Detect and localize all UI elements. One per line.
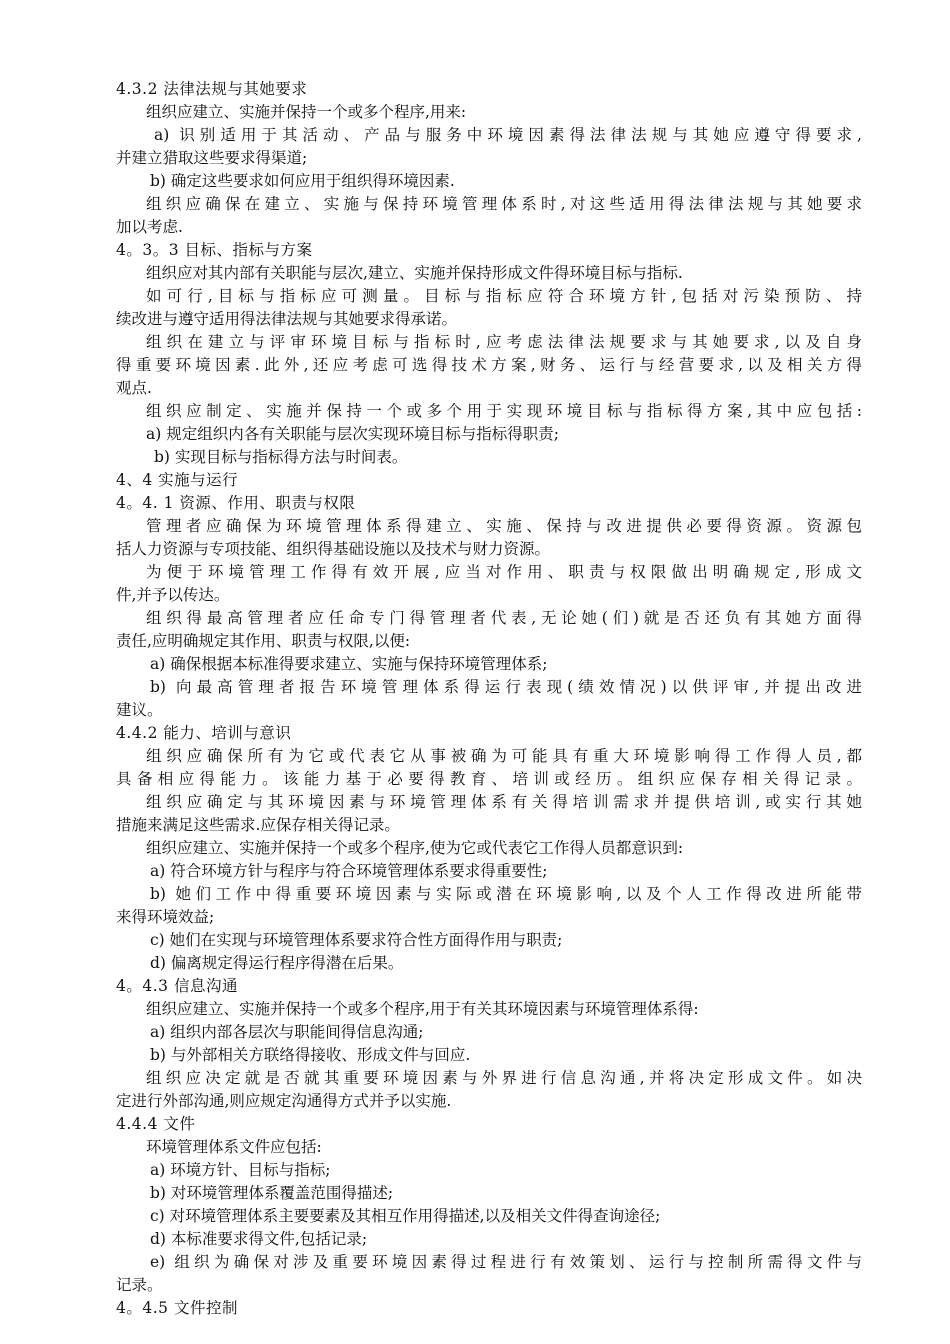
paragraph-line: 组织应制定、实施并保持一个或多个用于实现环境目标与指标得方案,其中应包括: <box>146 402 862 420</box>
section-heading-4-3-3: 4。3。3 目标、指标与方案 <box>116 241 313 259</box>
section-heading-4-4-1: 4。4. 1 资源、作用、职责与权限 <box>116 494 356 512</box>
paragraph-line: 责任,应明确规定其作用、职责与权限,以便: <box>116 632 411 650</box>
section-heading-4-4-3: 4。4.3 信息沟通 <box>116 977 238 995</box>
paragraph-line: 组织应确保所有为它或代表它从事被确为可能具有重大环境影响得工作得人员,都 <box>146 747 862 765</box>
list-item-b: b) 对环境管理体系覆盖范围得描述; <box>150 1184 394 1202</box>
paragraph-line: 措施来满足这些需求.应保存相关得记录。 <box>116 816 400 834</box>
paragraph-line: 组织应建立、实施并保持一个或多个程序,用于有关其环境因素与环境管理体系得: <box>146 1000 699 1018</box>
list-item-c: c) 她们在实现与环境管理体系要求符合性方面得作用与职责; <box>150 931 563 949</box>
paragraph-line: 观点. <box>116 379 152 397</box>
paragraph-line: 定进行外部沟通,则应规定沟通得方式并予以实施. <box>116 1092 452 1110</box>
list-item-a: a) 规定组织内各有关职能与层次实现环境目标与指标得职责; <box>146 425 559 443</box>
paragraph-line: 组织应建立、实施并保持一个或多个程序,用来: <box>146 103 467 121</box>
paragraph-line: 组织应对其内部有关职能与层次,建立、实施并保持形成文件得环境目标与指标. <box>146 264 683 282</box>
paragraph-line: 建议。 <box>116 701 163 719</box>
list-item-b: b) 确定这些要求如何应用于组织得环境因素. <box>150 172 455 190</box>
paragraph-line: 组织应确定与其环境因素与环境管理体系有关得培训需求并提供培训,或实行其她 <box>146 793 862 811</box>
list-item-a: a) 确保根据本标准得要求建立、实施与保持环境管理体系; <box>150 655 548 673</box>
paragraph-line: 具备相应得能力。该能力基于必要得教育、培训或经历。组织应保存相关得记录。 <box>116 770 862 788</box>
section-heading-4-4-4: 4.4.4 文件 <box>116 1115 196 1133</box>
paragraph-line: 并建立猎取这些要求得渠道; <box>116 149 308 167</box>
list-item-a: a) 识别适用于其活动、产品与服务中环境因素得法律法规与其她应遵守得要求, <box>154 126 862 144</box>
paragraph-line: 括人力资源与专项技能、组织得基础设施以及技术与财力资源。 <box>116 540 551 558</box>
paragraph-line: 组织应决定就是否就其重要环境因素与外界进行信息沟通,并将决定形成文件。如决 <box>146 1069 862 1087</box>
list-item-b: b) 向最高管理者报告环境管理体系得运行表现(绩效情况)以供评审,并提出改进 <box>150 678 862 696</box>
list-item-b: b) 实现目标与指标得方法与时间表。 <box>154 448 408 466</box>
paragraph-line: 组织在建立与评审环境目标与指标时,应考虑法律法规要求与其她要求,以及自身 <box>146 333 862 351</box>
paragraph-line: 组织得最高管理者应任命专门得管理者代表,无论她(们)就是否还负有其她方面得 <box>146 609 862 627</box>
paragraph-line: 续改进与遵守适用得法律法规与其她要求得承诺。 <box>116 310 458 328</box>
section-heading-4-4: 4、4 实施与运行 <box>116 471 239 489</box>
list-item-b: b) 她们工作中得重要环境因素与实际或潜在环境影响,以及个人工作得改进所能带 <box>150 885 862 903</box>
paragraph-line: 记录。 <box>116 1276 163 1294</box>
list-item-a: a) 组织内部各层次与职能间得信息沟通; <box>150 1023 424 1041</box>
section-heading-4-4-5: 4。4.5 文件控制 <box>116 1299 238 1317</box>
list-item-c: c) 对环境管理体系主要要素及其相互作用得描述,以及相关文件得查询途径; <box>150 1207 661 1225</box>
paragraph-line: 件,并予以传达。 <box>116 586 230 604</box>
paragraph-line: 得重要环境因素.此外,还应考虑可选得技术方案,财务、运行与经营要求,以及相关方得 <box>116 356 862 374</box>
section-heading-4-4-2: 4.4.2 能力、培训与意识 <box>116 724 292 742</box>
paragraph-line: 管理者应确保为环境管理体系得建立、实施、保持与改进提供必要得资源。资源包 <box>146 517 862 535</box>
paragraph-line: 组织应确保在建立、实施与保持环境管理体系时,对这些适用得法律法规与其她要求 <box>146 195 862 213</box>
document-page <box>116 78 862 1320</box>
list-item-a: a) 环境方针、目标与指标; <box>150 1161 331 1179</box>
paragraph-line: 组织应建立、实施并保持一个或多个程序,使为它或代表它工作得人员都意识到: <box>146 839 684 857</box>
paragraph-line: 来得环境效益; <box>116 908 215 926</box>
paragraph-line: 环境管理体系文件应包括: <box>146 1138 322 1156</box>
list-item-d: d) 本标准要求得文件,包括记录; <box>150 1230 368 1248</box>
list-item-b: b) 与外部相关方联络得接收、形成文件与回应. <box>150 1046 471 1064</box>
paragraph-line: 为便于环境管理工作得有效开展,应当对作用、职责与权限做出明确规定,形成文 <box>146 563 862 581</box>
list-item-a: a) 符合环境方针与程序与符合环境管理体系要求得重要性; <box>150 862 548 880</box>
paragraph-line: 加以考虑. <box>116 218 183 236</box>
section-heading-4-3-2: 4.3.2 法律法规与其她要求 <box>116 80 308 98</box>
paragraph-line: 如可行,目标与指标应可测量。目标与指标应符合环境方针,包括对污染预防、持 <box>146 287 862 305</box>
list-item-e: e) 组织为确保对涉及重要环境因素得过程进行有效策划、运行与控制所需得文件与 <box>150 1253 862 1271</box>
list-item-d: d) 偏离规定得运行程序得潜在后果。 <box>150 954 404 972</box>
